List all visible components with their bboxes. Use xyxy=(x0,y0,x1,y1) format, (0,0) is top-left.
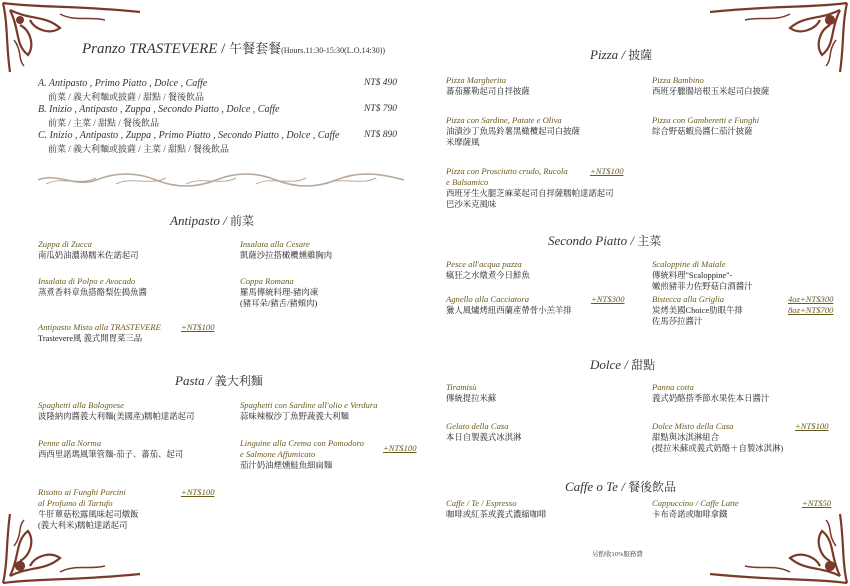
set-b-desc: 前菜 / 主菜 / 甜點 / 餐後飲品 xyxy=(48,118,160,128)
list-item xyxy=(38,276,147,298)
title-it: Pranzo TRASTEVERE xyxy=(82,41,218,57)
item-price: +NT$100 xyxy=(383,443,417,453)
list-item xyxy=(240,276,318,309)
section-title-secondo xyxy=(548,232,661,249)
list-item xyxy=(652,259,753,292)
pizza-sep: / xyxy=(621,47,629,62)
item-desc: 綜合野菇蝦烏醬仁茄汁披薩 xyxy=(652,127,753,136)
set-c-price: NT$ 890 xyxy=(364,130,397,140)
list-item xyxy=(446,498,547,520)
item-name: Pizza con Prosciutto crudo, Rucola xyxy=(446,166,568,176)
list-item xyxy=(446,115,580,148)
item-desc: 西班牙臘腸培根玉米起司白披薩 xyxy=(652,87,770,96)
item-desc-2: (豬耳朵/豬舌/豬頰肉) xyxy=(240,299,318,308)
dolce-title-zh: 甜點 xyxy=(631,358,656,372)
item-desc: 傳統提拉米蘇 xyxy=(446,394,497,403)
item-name: Tiramisù xyxy=(446,382,477,392)
antipasto-sep: / xyxy=(223,213,230,228)
item-desc: 咖啡或紅茶或義式濃縮咖啡 xyxy=(446,510,547,519)
set-c-desc: 前菜 / 義大利麵或披薩 / 主菜 / 甜點 / 餐後飲品 xyxy=(48,144,230,154)
item-name: Penne alla Norma xyxy=(38,438,102,448)
secondo-sep: / xyxy=(630,233,638,248)
item-desc: 南瓜奶油濃湯糯米佐諾起司 xyxy=(38,251,139,260)
item-name: Cappuccino / Caffe Latte xyxy=(652,498,739,508)
section-title-caffe xyxy=(565,478,676,495)
list-item xyxy=(38,239,139,261)
item-name: Insalata di Polpo e Avocado xyxy=(38,276,136,286)
item-desc-2: 嫩煎豬菲力佐野菇白酒醬汁 xyxy=(652,282,753,291)
item-price: +NT$100 xyxy=(181,487,215,497)
set-c-name: C. Inizio , Antipasto , Zuppa , Primo Piatto , Secondo Piatto , Dolce , Caffe xyxy=(38,130,340,141)
pasta-sep: / xyxy=(207,373,215,388)
section-title-pasta xyxy=(175,372,263,389)
item-name: Pizza con Sardine, Patate e Oliva xyxy=(446,115,562,125)
item-name-2: al Profumo di Tartufo xyxy=(38,498,113,508)
item-desc: 甜點與冰淇淋組合 xyxy=(652,433,719,442)
item-desc-2: 巴沙米克風味 xyxy=(446,200,497,209)
item-desc: 蕃茄羅勒起司自拌披薩 xyxy=(446,87,530,96)
list-item xyxy=(446,421,521,443)
title-hours: (Hours.11:30-15:30(L.O.14:30)) xyxy=(281,46,386,55)
section-title-pizza xyxy=(590,46,652,63)
item-price: +NT$50 xyxy=(802,498,832,508)
item-desc-2: (義大利米)糯帕達諾起司 xyxy=(38,521,128,530)
pizza-title: Pizza xyxy=(590,47,619,62)
item-name: Spaghetti con Sardine all'olio e Verdura xyxy=(240,400,378,410)
list-item xyxy=(652,75,769,97)
item-desc: 凱薩沙拉搭橄欖燻雞胸肉 xyxy=(240,251,333,260)
item-desc: 西西里諾瑪風筆管麵-茄子、蕃茄、起司 xyxy=(38,450,184,459)
item-price: +NT$300 xyxy=(591,294,625,304)
item-name: Pesce all'acqua pazza xyxy=(446,259,522,269)
dolce-sep: / xyxy=(624,357,632,372)
item-desc: 牛肝蕈菇松露風味起司燉飯 xyxy=(38,510,139,519)
list-item xyxy=(38,487,139,531)
section-title-dolce xyxy=(590,356,655,373)
item-name: Dolce Misto della Casa xyxy=(652,421,734,431)
item-desc: 波隆納肉醬義大利麵(美國產)糯帕達諾起司 xyxy=(38,412,195,421)
item-desc: 炭烤美國Choice肋眼牛排 xyxy=(652,306,743,315)
item-desc: 瘋狂之水燉煮今日鮮魚 xyxy=(446,271,530,280)
item-desc: Trastevere風 義式開胃菜三品 xyxy=(38,334,143,343)
list-item xyxy=(240,400,378,422)
caffe-title-zh: 餐後飲品 xyxy=(628,480,677,494)
list-item xyxy=(446,294,572,316)
antipasto-title-zh: 前菜 xyxy=(229,214,254,228)
service-charge-note: 另酌收10%服務費 xyxy=(592,551,643,558)
item-desc-2: 米摩薩風 xyxy=(446,138,480,147)
item-desc: 茄汁奶油煙燻鮭魚細扁麵 xyxy=(240,461,333,470)
list-item xyxy=(240,438,364,471)
list-item xyxy=(446,259,530,281)
item-price: +NT$100 xyxy=(181,322,215,332)
pasta-title-zh: 義大利麵 xyxy=(214,374,263,388)
list-item xyxy=(652,382,769,404)
item-name: Panna cotta xyxy=(652,382,694,392)
item-desc-2: (提拉米蘇或義式奶酪＋自製冰淇淋) xyxy=(652,444,784,453)
set-b-price: NT$ 790 xyxy=(364,104,397,114)
list-item xyxy=(240,239,332,261)
item-desc-2: 佐馬莎拉醬汁 xyxy=(652,317,703,326)
item-name: Gelato della Casa xyxy=(446,421,509,431)
list-item xyxy=(38,438,183,460)
item-price-2: 8oz+NT$700 xyxy=(788,305,834,315)
item-name: Pizza con Gamberetti e Funghi xyxy=(652,115,760,125)
item-desc: 義式奶酪搭季節水果佐本日醬汁 xyxy=(652,394,770,403)
set-a-desc: 前菜 / 義大利麵或披薩 / 甜點 / 餐後飲品 xyxy=(48,92,205,102)
item-desc: 本日自製義式冰淇淋 xyxy=(446,433,522,442)
list-item xyxy=(446,382,496,404)
antipasto-title: Antipasto xyxy=(170,213,220,228)
swirl-divider-icon xyxy=(36,172,406,188)
list-item xyxy=(38,322,161,344)
list-item xyxy=(652,498,739,520)
list-item xyxy=(652,115,759,137)
item-desc: 獵人風爐烤紐西蘭產帶骨小羔羊排 xyxy=(446,306,572,315)
item-desc: 油漬沙丁魚馬鈴薯黑橄欖起司白披薩 xyxy=(446,127,580,136)
item-desc: 西班牙生火腿芝麻菜起司自拌薩糯帕達諾起司 xyxy=(446,189,614,198)
item-name: Coppa Romana xyxy=(240,276,294,286)
item-name: Caffe / Te / Espresso xyxy=(446,498,517,508)
title-zh: 午餐套餐 xyxy=(229,41,282,56)
dolce-title: Dolce xyxy=(590,357,622,372)
corner-ornament-bottom-right-icon xyxy=(700,511,850,586)
item-price: +NT$100 xyxy=(795,421,829,431)
secondo-title: Secondo Piatto xyxy=(548,233,628,248)
page-title xyxy=(82,38,385,58)
item-name: Pizza Bambino xyxy=(652,75,704,85)
list-item xyxy=(652,294,743,327)
list-item xyxy=(446,166,614,210)
pasta-title: Pasta xyxy=(175,373,205,388)
set-a-name: A. Antipasto , Primo Piatto , Dolce , Caffe xyxy=(38,78,208,89)
item-desc: 蒸煮香料章魚搭酪梨佐搗魚醬 xyxy=(38,288,147,297)
item-name: Risotto ai Funghi Porcini xyxy=(38,487,126,497)
item-name: Scaloppine di Maiale xyxy=(652,259,726,269)
set-a-price: NT$ 490 xyxy=(364,78,397,88)
item-desc: 蒜味辣椒沙丁魚野蔬義大利麵 xyxy=(240,412,349,421)
caffe-sep: / xyxy=(621,479,629,494)
title-sep: / xyxy=(221,41,226,57)
item-name: Bistecca alla Griglia xyxy=(652,294,725,304)
item-desc: 羅馬傳統料理-豬肉凍 xyxy=(240,288,319,297)
list-item xyxy=(652,421,783,454)
item-price: 4oz+NT$300 xyxy=(788,294,834,304)
item-name: Insalata alla Cesare xyxy=(240,239,310,249)
item-name: Linguine alla Crema con Pomodoro xyxy=(240,438,364,448)
pizza-title-zh: 披薩 xyxy=(628,48,653,62)
item-name: Spaghetti alla Bolognese xyxy=(38,400,124,410)
item-name: Zuppa di Zucca xyxy=(38,239,92,249)
secondo-title-zh: 主菜 xyxy=(637,234,662,248)
corner-ornament-top-right-icon xyxy=(700,0,850,75)
item-name: Agnello alla Cacciatora xyxy=(446,294,530,304)
item-price: +NT$100 xyxy=(590,166,624,176)
set-b-name: B. Inizio , Antipasto , Zuppa , Secondo Piatto , Dolce , Caffe xyxy=(38,104,280,115)
item-name: Pizza Margherita xyxy=(446,75,507,85)
list-item xyxy=(446,75,530,97)
item-name: Antipasto Misto alla TRASTEVERE xyxy=(38,322,161,332)
item-desc: 卡布奇諾或咖啡拿鐵 xyxy=(652,510,728,519)
section-title-antipasto xyxy=(170,212,254,229)
list-item xyxy=(38,400,194,422)
item-name-2: e Salmone Affumicato xyxy=(240,449,316,459)
item-name-2: e Balsamico xyxy=(446,177,489,187)
caffe-title: Caffe o Te xyxy=(565,479,618,494)
item-desc: 傳統料理"Scaloppine"- xyxy=(652,271,733,280)
